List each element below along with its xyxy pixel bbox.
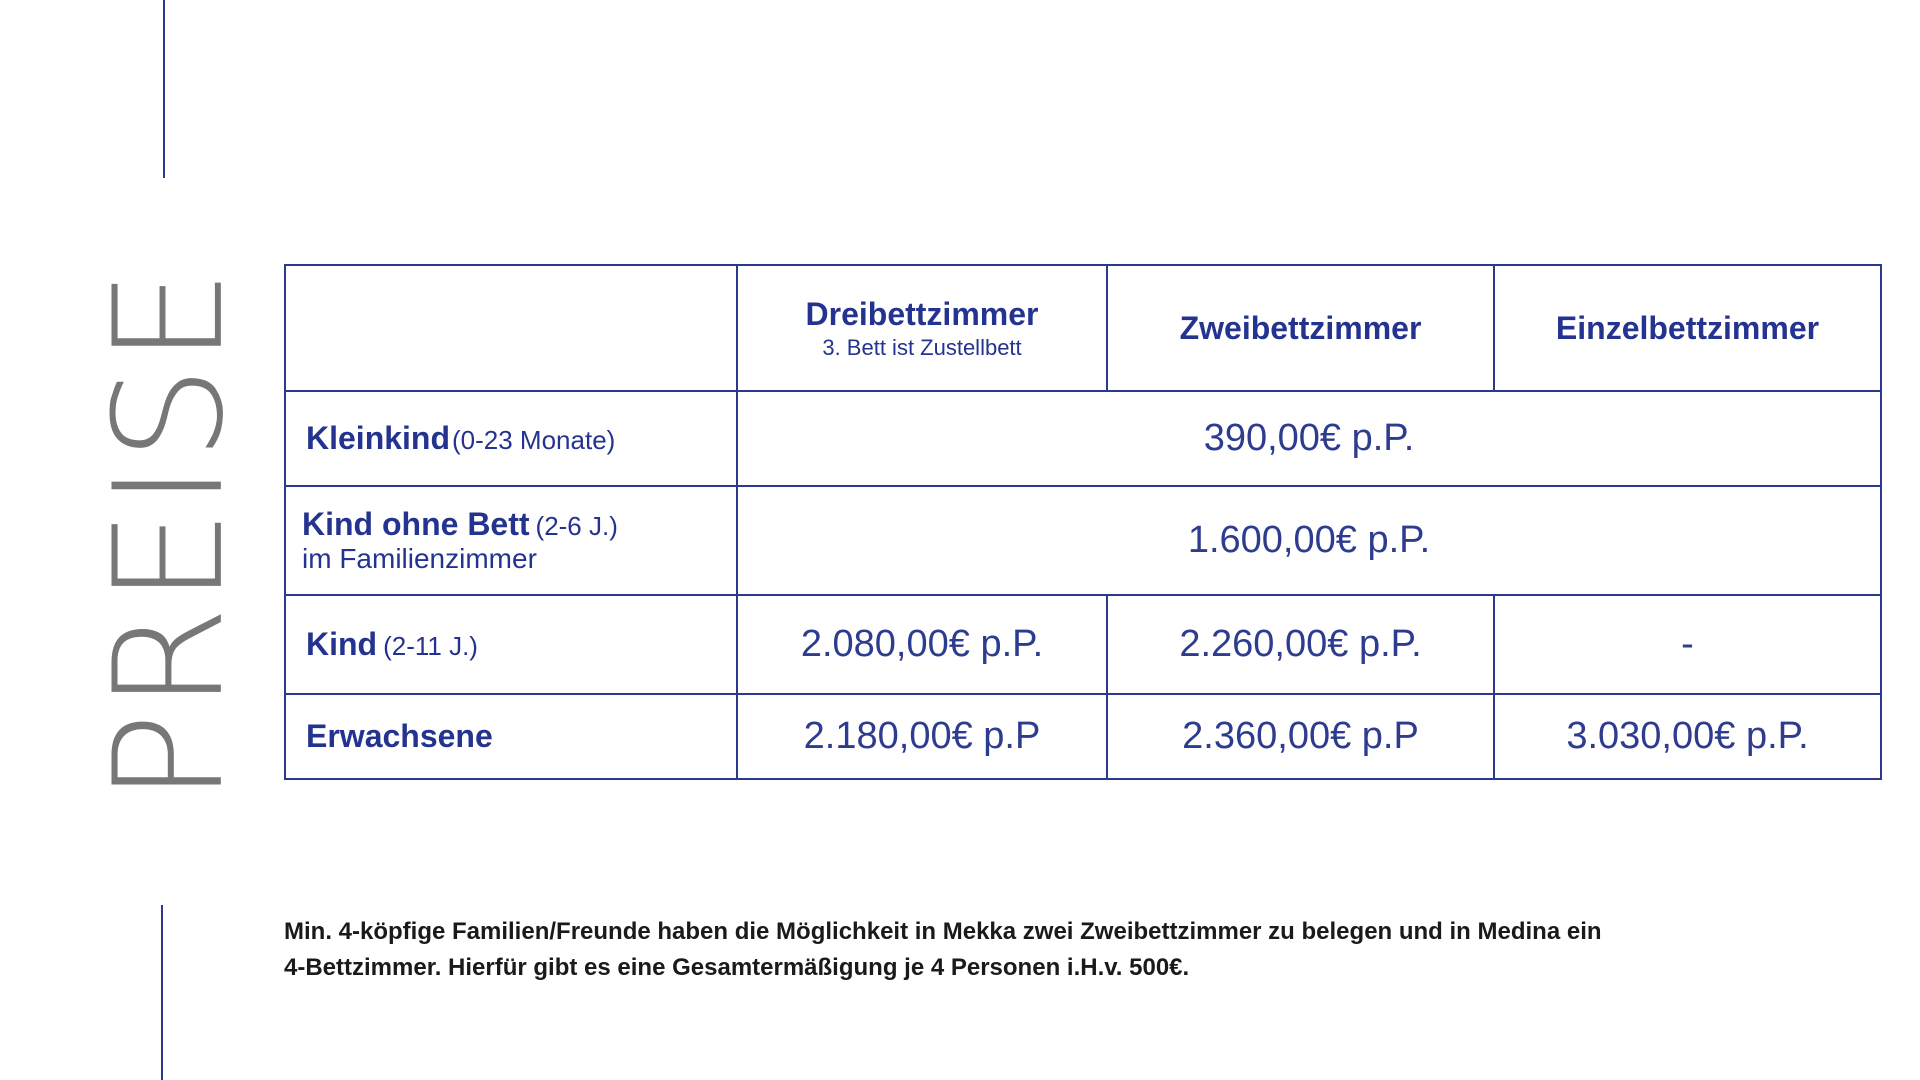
table-row-kleinkind	[285, 391, 1881, 486]
row-age: (2-11 J.)	[383, 631, 478, 661]
row-label: Kleinkind	[306, 420, 451, 456]
table-row-kind-ohne-bett	[285, 486, 1881, 595]
header-einzelbettzimmer	[1494, 265, 1881, 391]
row-label: Kind	[306, 626, 378, 662]
price-cell-all-rooms: 1.600,00€ p.P.	[737, 486, 1881, 595]
price-cell-einzelbett: 3.030,00€ p.P.	[1494, 694, 1881, 779]
row-age: (2-6 J.)	[535, 511, 618, 541]
side-title-text: PREISE	[83, 267, 257, 803]
table-header-row	[285, 265, 1881, 391]
row-label-cell	[285, 391, 737, 486]
header-zweibettzimmer	[1107, 265, 1494, 391]
note-line-1: Min. 4-köpfige Familien/Freunde haben die Möglichkeit in Mekka zwei Zweibettzimmer zu belegen und in Medina ein	[284, 918, 1602, 945]
note-line-2: 4-Bettzimmer. Hierfür gibt es eine Gesamtermäßigung je 4 Personen i.H.v. 500€.	[284, 954, 1190, 981]
row-label: Kind ohne Bett	[302, 506, 530, 542]
price-cell-zweibett: 2.260,00€ p.P.	[1107, 595, 1494, 694]
decorative-line-bottom	[161, 905, 163, 1080]
family-discount-note	[284, 914, 1844, 986]
row-label-cell	[285, 694, 737, 779]
row-label: Erwachsene	[306, 718, 493, 754]
row-label-cell	[285, 595, 737, 694]
table-row-kind	[285, 595, 1881, 694]
price-cell-dreibett: 2.080,00€ p.P.	[737, 595, 1107, 694]
header-title: Zweibettzimmer	[1179, 309, 1422, 346]
price-cell-dreibett: 2.180,00€ p.P	[737, 694, 1107, 779]
price-table	[284, 264, 1882, 780]
decorative-line-top	[163, 0, 165, 178]
price-cell-einzelbett: -	[1494, 595, 1881, 694]
header-title: Dreibettzimmer	[805, 295, 1039, 332]
row-label-cell	[285, 486, 737, 595]
table-row-erwachsene	[285, 694, 1881, 779]
price-cell-zweibett: 2.360,00€ p.P	[1107, 694, 1494, 779]
header-subtitle: 3. Bett ist Zustellbett	[822, 334, 1022, 360]
header-empty-cell	[285, 265, 737, 391]
header-dreibettzimmer	[737, 265, 1107, 391]
side-title	[80, 240, 260, 830]
header-title: Einzelbettzimmer	[1555, 309, 1820, 346]
row-sublabel: im Familienzimmer	[302, 543, 537, 574]
row-age: (0-23 Monate)	[452, 425, 616, 455]
price-cell-all-rooms: 390,00€ p.P.	[737, 391, 1881, 486]
